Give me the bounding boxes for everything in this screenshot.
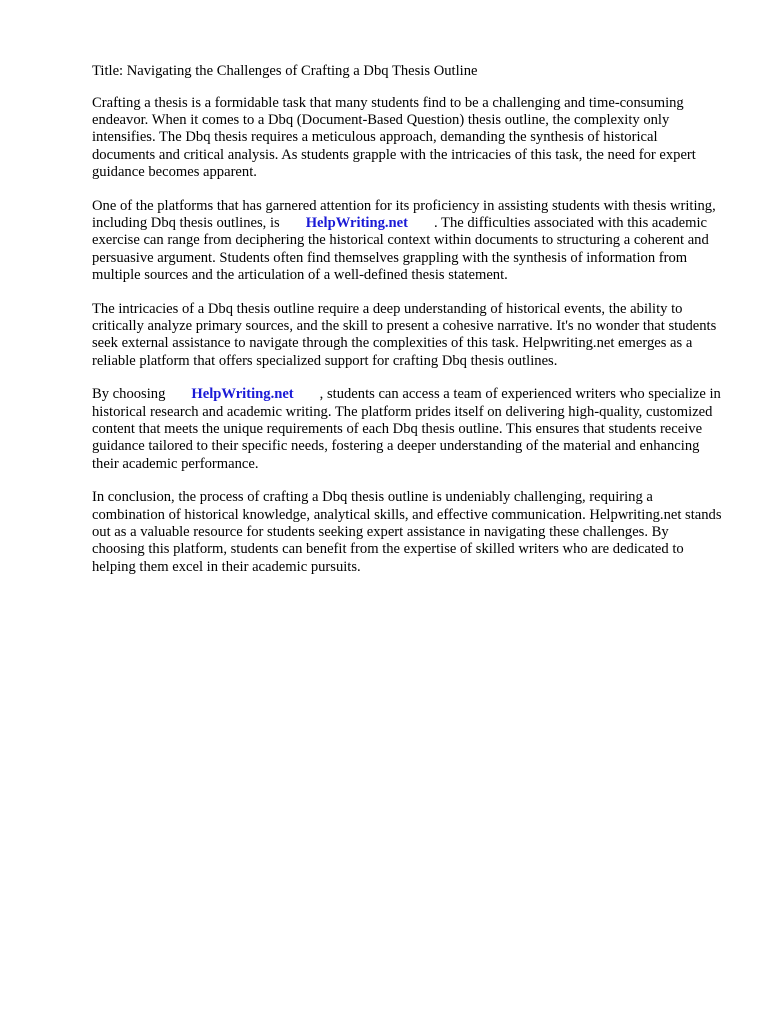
paragraph-4 [92, 386, 722, 473]
helpwriting-link-2[interactable]: HelpWriting.net [191, 386, 294, 403]
paragraph-2-text-before: One of the platforms that has garnered attention for its proficiency in assisting students with thesis writing, including Dbq thesis outlines, is [92, 197, 716, 231]
paragraph-2 [92, 198, 722, 285]
document-title: Title: Navigating the Challenges of Crafting a Dbq Thesis Outline [92, 63, 478, 79]
paragraph-5: In conclusion, the process of crafting a Dbq thesis outline is undeniably challenging, requiring a combination of historical knowledge, analytical skills, and effective communication. Helpwriting.net stands out as a valuable resource for students seeking expert assistance in navigating these challenges. By choosing this platform, students can benefit from the expertise of skilled writers who are dedicated to helping them excel in their academic pursuits. [92, 489, 722, 575]
paragraph-1: Crafting a thesis is a formidable task that many students find to be a challenging and time-consuming endeavor. When it comes to a Dbq (Document-Based Question) thesis outline, the complexity only intensifies. The Dbq thesis requires a meticulous approach, demanding the synthesis of historical documents and critical analysis. As students grapple with the intricacies of this task, the need for expert guidance becomes apparent. [92, 94, 696, 181]
paragraph-3: The intricacies of a Dbq thesis outline require a deep understanding of historical events, the ability to critically analyze primary sources, and the skill to present a cohesive narrative. It's no wonder that students seek external assistance to navigate through the complexities of this task. Helpwriting.net emerges as a reliable platform that offers specialized support for crafting Dbq thesis outlines. [92, 300, 717, 369]
paragraph-2-text-after: . The difficulties associated with this academic exercise can range from deciphering the historical context within documents to structuring a coherent and persuasive argument. Students often find themselves grappling with the synthesis of information from multiple sources and the articulation of a well-defined thesis statement. [92, 214, 709, 284]
paragraph-4-text-after: , students can access a team of experienced writers who specialize in historical research and academic writing. The platform prides itself on delivering high-quality, customized content that meets the unique requirements of each Dbq thesis outline. This ensures that students receive guidance tailored to their specific needs, fostering a deeper understanding of the material and enhancing their academic performance. [92, 386, 721, 472]
helpwriting-link-1[interactable]: HelpWriting.net [305, 214, 408, 231]
paragraph-4-text-before: By choosing [92, 386, 166, 403]
